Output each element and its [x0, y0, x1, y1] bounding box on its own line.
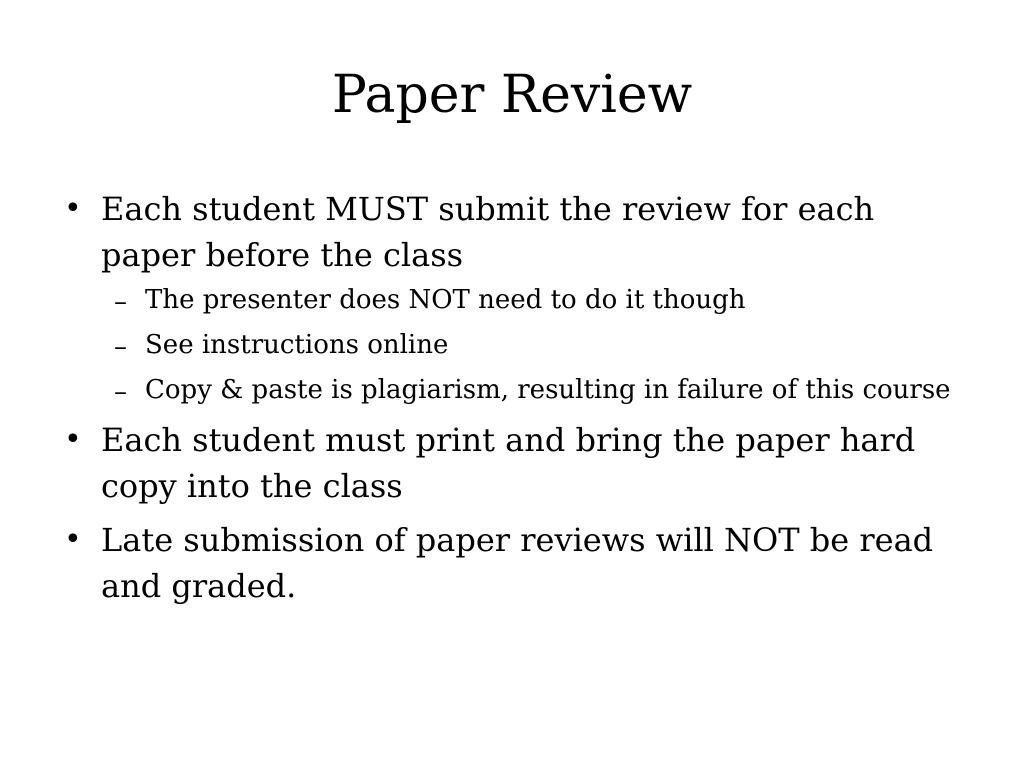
bullet-marker: •	[64, 422, 82, 457]
bullet-item-late-submission	[62, 517, 967, 609]
bullet-list	[62, 186, 967, 617]
bullet-text: Late submission of paper reviews will NOT be read and graded.	[101, 521, 934, 605]
sub-bullet-marker: –	[114, 287, 127, 317]
sub-bullet-marker: –	[114, 377, 127, 407]
sub-bullet-marker: –	[114, 332, 127, 362]
bullet-item-print-paper	[62, 417, 967, 509]
bullet-marker: •	[64, 191, 82, 226]
sub-bullet-item-plagiarism	[62, 372, 967, 408]
bullet-item-submit-review	[62, 186, 967, 408]
sub-bullet-text: Copy & paste is plagiarism, resulting in failure of this course	[145, 375, 951, 405]
bullet-text: Each student must print and bring the paper hard copy into the class	[101, 421, 916, 505]
sub-bullet-item-presenter	[62, 282, 967, 318]
sub-bullet-text: See instructions online	[145, 330, 449, 360]
slide-title: Paper Review	[331, 65, 693, 125]
sub-bullet-text: The presenter does NOT need to do it though	[145, 285, 746, 315]
bullet-marker: •	[64, 522, 82, 557]
bullet-text: Each student MUST submit the review for each paper before the class	[101, 190, 875, 274]
sub-bullet-list	[101, 282, 967, 408]
sub-bullet-item-instructions	[62, 327, 967, 363]
